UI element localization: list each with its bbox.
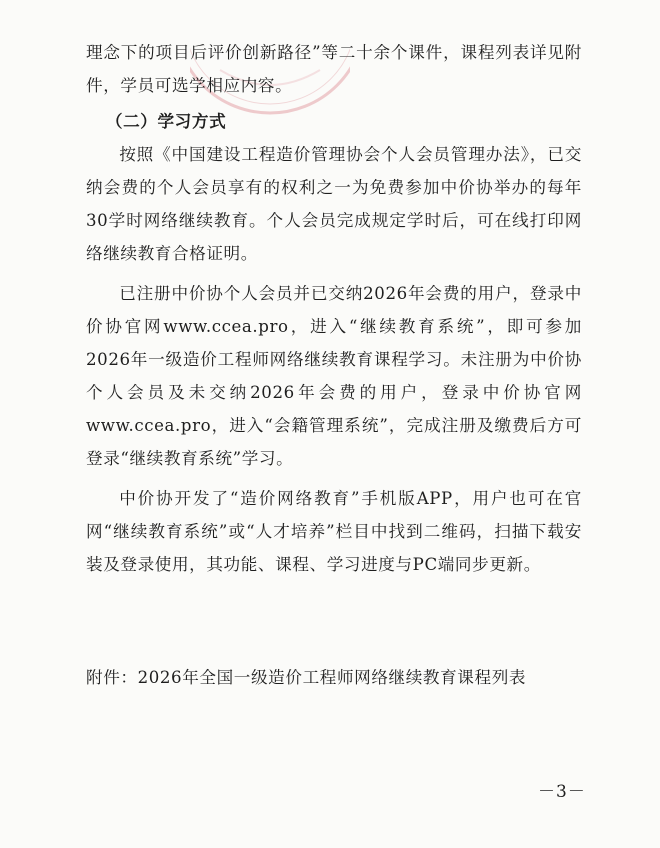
paragraph-membership: 按照《中国建设工程造价管理协会个人会员管理办法》，已交纳会费的个人会员享有的权利之一为免费参加中价协举办的每年30学时网络继续教育。个人会员完成规定学时后，可在线打印网络继续教育合格证明。 [86, 145, 582, 263]
attachment-note: 附件：2026年全国一级造价工程师网络继续教育课程列表 [86, 668, 527, 687]
section-heading: （二）学习方式 [105, 111, 227, 131]
paragraph-registration: 已注册中价协个人会员并已交纳2026年会费的用户，登录中价协官网www.ccea.pro，进入“继续教育系统”，即可参加2026年一级造价工程师网络继续教育课程学习。未注册为中价协个人会员及未交纳2026年会费的用户，登录中价协官网www.ccea.pro，进入“会籍管理系统”，完成注册及缴费后方可登录“继续教育系统”学习。 [86, 284, 582, 468]
continuation-paragraph: 理念下的项目后评价创新路径”等二十余个课件，课程列表详见附件，学员可选学相应内容。 [86, 43, 582, 95]
page-number: －3－ [538, 782, 586, 802]
paragraph-mobile-app: 中价协开发了“造价网络教育”手机版APP，用户也可在官网“继续教育系统”或“人才培养”栏目中找到二维码，扫描下载安装及登录使用，其功能、课程、学习进度与PC端同步更新。 [86, 489, 582, 574]
body-text [86, 36, 582, 581]
